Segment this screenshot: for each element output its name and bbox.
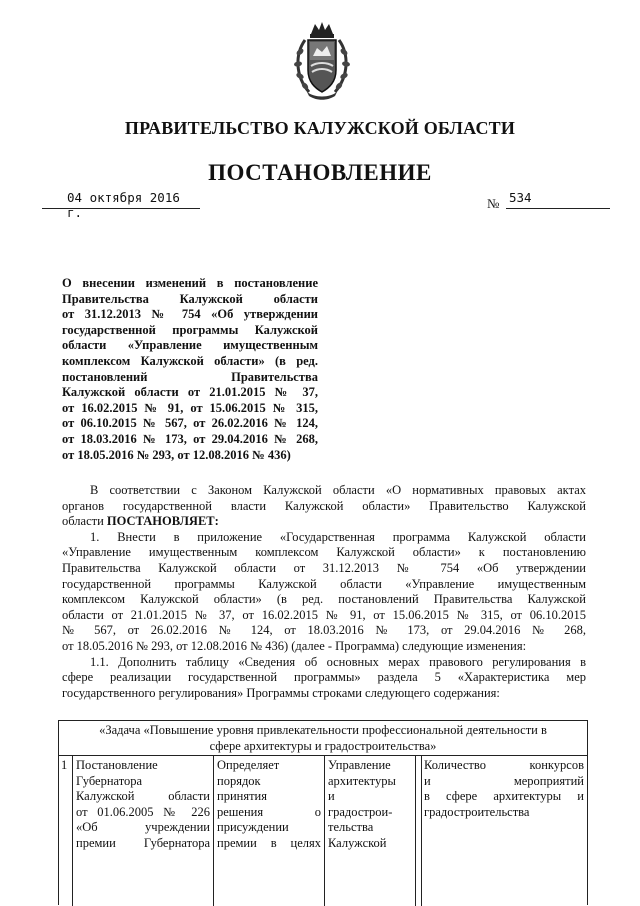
cell-line: в сфере архитектуры и	[424, 789, 584, 804]
task-header-line: сфере архитектуры и градостроительства»	[209, 738, 437, 753]
text-line: государственной программы Калужской области «Управление имущественным	[62, 576, 586, 591]
cell-line: Губернатора	[76, 773, 143, 788]
cell-line: «Об учреждении	[76, 820, 210, 835]
document-date: 04 октября 2016 г.	[67, 190, 180, 220]
cell-indicator	[416, 756, 587, 906]
text-line: сфере реализации государственной программы» раздела 5 «Характеристика мер	[62, 670, 586, 685]
paragraph-item-1	[62, 530, 586, 655]
text-line: «Управление имущественным комплексом Калужской области» к постановлению	[62, 545, 586, 560]
paragraph-item-1-1	[62, 655, 586, 702]
text-line: 1. Внести в приложение «Государственная программа Калужской области	[90, 529, 586, 544]
regulation-table	[58, 720, 588, 905]
subject-line: Правительства Калужской области	[62, 291, 318, 306]
government-title: ПРАВИТЕЛЬСТВО КАЛУЖСКОЙ ОБЛАСТИ	[124, 118, 516, 138]
document-kind: ПОСТАНОВЛЕНИЕ	[208, 160, 432, 185]
table-task-header	[59, 721, 587, 756]
cell-executor	[325, 756, 416, 906]
coat-of-arms-emblem	[291, 20, 353, 102]
document-number: 534	[509, 190, 532, 205]
subject-line: от 18.05.2016 № 293, от 12.08.2016 № 436)	[62, 447, 291, 462]
subject-line: постановлений Правительства	[62, 369, 318, 384]
cell-line: премии в целях	[217, 835, 321, 850]
text-line	[62, 514, 586, 530]
cell-line: Калужской области	[76, 789, 210, 804]
cell-line: Постановление	[76, 758, 158, 772]
text-fragment: области	[62, 514, 107, 529]
subject-line: О внесении изменений в постановление	[62, 276, 318, 290]
subject-line: от 06.10.2015 № 567, от 26.02.2016 № 124,	[62, 416, 318, 431]
cell-line: тельства	[328, 820, 374, 835]
cell-divider	[421, 756, 422, 906]
cell-line: и мероприятий	[424, 773, 584, 788]
text-line: органов государственной власти Калужской области» Правительство Калужской	[62, 498, 586, 513]
text-line: области от 21.01.2015 № 37, от 16.02.2015 № 91, от 15.06.2015 № 315, от 06.10.2015	[62, 607, 586, 622]
paragraph-preamble	[62, 483, 586, 530]
text-line: комплексом Калужской области» (в ред. постановлений Правительства Калужской	[62, 592, 586, 607]
subject-line: от 31.12.2013 № 754 «Об утверждении	[62, 307, 318, 322]
subject-line: от 16.02.2015 № 91, от 15.06.2015 № 315,	[62, 400, 318, 415]
cell-line: Определяет	[217, 758, 280, 772]
text-line: государственного регулирования» Программы строками следующего содержания:	[62, 685, 500, 700]
cell-content	[214, 756, 325, 906]
subject-line: области «Управление имущественным	[62, 338, 318, 353]
number-field	[506, 190, 610, 209]
number-sign: №	[487, 196, 500, 211]
subject-line: государственной программы Калужской	[62, 322, 318, 337]
date-field	[42, 190, 200, 220]
cell-line: Управление	[328, 758, 391, 772]
cell-number: 1	[59, 756, 73, 906]
task-header-line: «Задача «Повышение уровня привлекательности профессиональной деятельности в	[99, 723, 547, 737]
subject-line: Калужской области от 21.01.2015 № 37,	[62, 385, 318, 400]
cell-legal-act	[73, 756, 214, 906]
subject-line: от 18.03.2016 № 173, от 29.04.2016 № 268,	[62, 431, 318, 446]
cell-line: от 01.06.2005 № 226	[76, 804, 210, 819]
cell-line: присуждении	[217, 820, 289, 835]
cell-line: и	[328, 789, 335, 804]
cell-line: премии Губернатора	[76, 835, 210, 850]
resolves-word: ПОСТАНОВЛЯЕТ:	[106, 514, 219, 529]
subject-line: комплексом Калужской области» (в ред.	[62, 353, 318, 368]
text-line: № 567, от 26.02.2016 № 124, от 18.03.2016 № 173, от 29.04.2016 № 268,	[62, 623, 586, 638]
text-line: В соответствии с Законом Калужской области «О нормативных правовых актах	[90, 483, 586, 497]
text-line: от 18.05.2016 № 293, от 12.08.2016 № 436) (далее - Программа) следующие изменения:	[62, 638, 527, 653]
text-line: Правительства Калужской области от 31.12.2013 № 754 «Об утверждении	[62, 560, 586, 575]
cell-line: Количество конкурсов	[424, 758, 584, 772]
cell-line: принятия	[217, 789, 267, 804]
text-line: 1.1. Дополнить таблицу «Сведения об основных мерах правового регулирования в	[90, 654, 586, 669]
body-text	[62, 483, 586, 701]
cell-line: градострои-	[328, 804, 393, 819]
table-row	[59, 756, 587, 906]
cell-line: Калужской	[328, 835, 387, 850]
cell-line: решения о	[217, 804, 321, 819]
cell-line: порядок	[217, 773, 261, 788]
cell-line: градостроительства	[424, 804, 530, 819]
subject-block	[62, 276, 318, 463]
cell-line: архитектуры	[328, 773, 396, 788]
